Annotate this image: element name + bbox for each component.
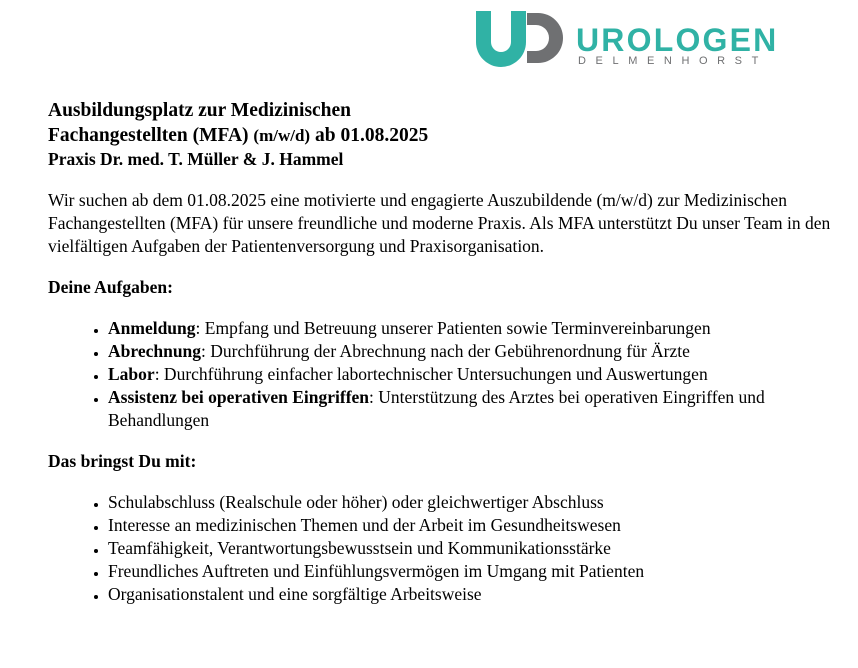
title-line-2 bbox=[48, 123, 838, 148]
document-body bbox=[48, 98, 838, 624]
title-gender: (m/w/d) bbox=[253, 126, 311, 145]
title-date: ab 01.08.2025 bbox=[314, 125, 429, 146]
task-term: Labor bbox=[108, 364, 155, 384]
practice-logo bbox=[472, 8, 777, 68]
requirements-heading: Das bringst Du mit: bbox=[48, 451, 197, 471]
list-item bbox=[108, 317, 838, 340]
list-item: • Organisationstalent und eine sorgfältige Arbeitsweise bbox=[108, 583, 838, 606]
list-item bbox=[108, 386, 838, 432]
task-term: Anmeldung bbox=[108, 318, 196, 338]
ud-logo-mark-icon bbox=[472, 8, 572, 68]
list-item: • Schulabschluss (Realschule oder höher) oder gleichwertiger Abschluss bbox=[108, 491, 838, 514]
logo-name: UROLOGEN bbox=[576, 22, 779, 58]
task-text: : Unterstützung des Arztes bei operativen Eingriffen und Behandlungen bbox=[108, 387, 765, 430]
list-item bbox=[108, 363, 838, 386]
task-text: : Durchführung einfacher labortechnischer Untersuchungen und Auswertungen bbox=[154, 364, 708, 384]
task-term: Assistenz bei operativen Eingriffen bbox=[108, 387, 370, 407]
task-text: : Empfang und Betreuung unserer Patienten sowie Terminvereinbarungen bbox=[195, 318, 711, 338]
task-term: Abrechnung bbox=[108, 341, 202, 361]
list-item: • Interesse an medizinischen Themen und der Arbeit im Gesundheitswesen bbox=[108, 514, 838, 537]
title-line-1: Ausbildungsplatz zur Medizinischen bbox=[48, 100, 352, 121]
task-text: : Durchführung der Abrechnung nach der Gebührenordnung für Ärzte bbox=[201, 341, 690, 361]
practice-name: Praxis Dr. med. T. Müller & J. Hammel bbox=[48, 149, 344, 169]
requirements-list bbox=[48, 491, 838, 606]
logo-subtitle: DELMENHORST bbox=[578, 55, 768, 67]
list-item bbox=[108, 340, 838, 363]
list-item: • Teamfähigkeit, Verantwortungsbewusstsein und Kommunikationsstärke bbox=[108, 537, 838, 560]
list-item: • Freundliches Auftreten und Einfühlungsvermögen im Umgang mit Patienten bbox=[108, 560, 838, 583]
tasks-heading: Deine Aufgaben: bbox=[48, 277, 173, 297]
title-main: Fachangestellten (MFA) bbox=[48, 125, 249, 146]
tasks-list bbox=[48, 317, 838, 432]
page-title bbox=[48, 98, 838, 148]
intro-paragraph: Wir suchen ab dem 01.08.2025 eine motivierte und engagierte Auszubildende (m/w/d) zur Medizinischen Fachangestellten (MFA) für unsere freundliche und moderne Praxis. Als MFA unterstützt Du unser Team in den vielfältigen Aufgaben der Patientenversorgung und Praxisorganisation. bbox=[48, 190, 831, 256]
